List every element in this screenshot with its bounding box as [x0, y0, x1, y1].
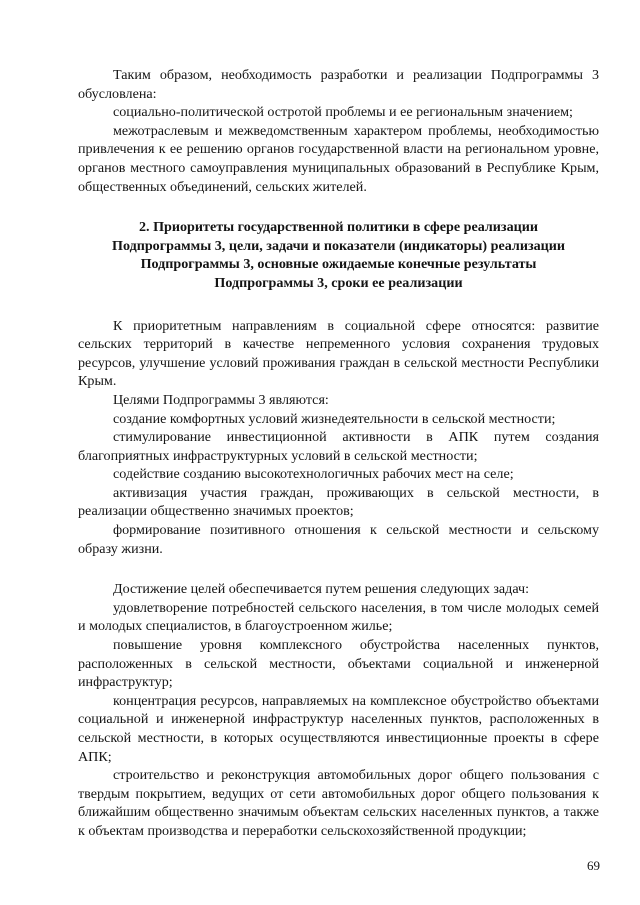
spacer — [78, 558, 599, 580]
task-item: концентрация ресурсов, направляемых на комплексное обустройство объектами социальной и инженерной инфраструктур населенных пунктов, расположенных в сельской местности, в которых осуществляются инвестиционные проекты в сфере АПК; — [78, 692, 599, 765]
goal-item: стимулирование инвестиционной активности в АПК путем создания благоприятных инфраструктурных условий в сельской местности; — [78, 429, 599, 464]
task-item: удовлетворение потребностей сельского населения, в том числе молодых семей и молодых специалистов, в благоустроенном жилье; — [78, 599, 599, 635]
heading-line: 2. Приоритеты государственной политики в сфере реализации — [139, 219, 538, 236]
heading-line: Подпрограммы 3, цели, задачи и показатели (индикаторы) реализации — [111, 237, 566, 254]
tasks-intro: Достижение целей обеспечивается путем решения следующих задач: — [113, 581, 530, 598]
goal-item: создание комфортных условий жизнедеятельности в сельской местности; — [113, 410, 556, 427]
heading-line: Подпрограммы 3, сроки ее реализации — [214, 274, 463, 291]
task-item: строительство и реконструкция автомобильных дорог общего пользования с твердым покрытием, ведущих от сети автомобильных дорог общего пользования к ближайшим общественно значимым объектам сельских населенных пунктов, а также к объектам производства и переработки сельскохозяйственной продукции; — [78, 767, 599, 839]
goals-intro: Целями Подпрограммы 3 являются: — [113, 391, 329, 408]
heading-line: Подпрограммы 3, основные ожидаемые конечные результаты — [140, 256, 537, 273]
task-item: повышение уровня комплексного обустройства населенных пунктов, расположенных в сельской местности, объектами социальной и инженерной инфраструктур; — [78, 637, 599, 691]
intro-paragraph-2: социально-политической остротой проблемы и ее региональным значением; — [113, 104, 573, 121]
goal-item: содействие созданию высокотехнологичных рабочих мест на селе; — [113, 466, 514, 483]
goal-item: активизация участия граждан, проживающих в сельской местности, в реализации общественно значимых проектов; — [78, 484, 599, 520]
goal-item: формирование позитивного отношения к сельской местности и сельскому образу жизни. — [78, 522, 599, 557]
intro-paragraph-3: межотраслевым и межведомственным характером проблемы, необходимостью привлечения к ее решению органов государственной власти на региональном уровне, органов местного самоуправления муниципальных образований в Республике Крым, общественных объединений, сельских жителей. — [78, 122, 599, 195]
priorities-paragraph: К приоритетным направлениям в социальной сфере относятся: развитие сельских территорий в качестве непременного условия сохранения трудовых ресурсов, улучшение условий проживания граждан в сельской местности Республики Крым. — [78, 317, 599, 390]
intro-paragraph-1: Таким образом, необходимость разработки и реализации Подпрограммы 3 обусловлена: — [78, 67, 599, 102]
document-page — [78, 66, 599, 841]
section-heading — [78, 218, 599, 292]
page-number: 69 — [587, 858, 600, 873]
